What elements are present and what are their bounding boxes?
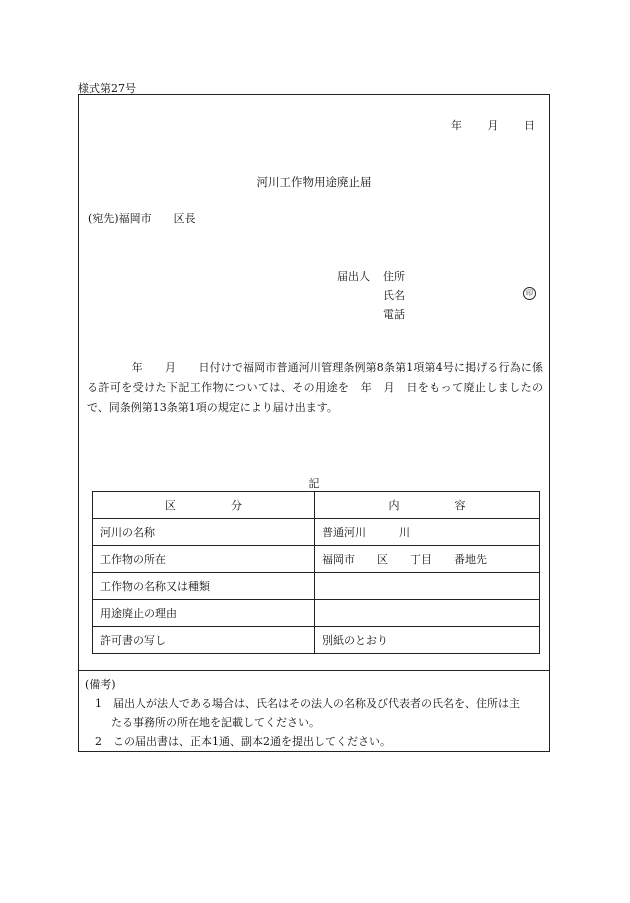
row-label: 工作物の名称又は種類 <box>93 573 315 600</box>
applicant-role: 届出人 <box>337 270 370 283</box>
table-row <box>93 519 540 546</box>
phone-label: 電話 <box>383 308 405 321</box>
applicant-block <box>337 267 533 324</box>
note-continuation: たる事務所の所在地を記載してください。 <box>111 716 320 729</box>
name-label: 氏名 <box>383 289 405 302</box>
row-label: 河川の名称 <box>93 519 315 546</box>
applicant-phone-row <box>337 305 405 324</box>
form-frame <box>78 94 550 752</box>
applicant-address-row <box>337 267 405 286</box>
address-label: 住所 <box>383 270 405 283</box>
date-year: 年 <box>451 119 462 132</box>
addressee: (宛先)福岡市 区長 <box>88 212 196 225</box>
header-category: 区 分 <box>93 492 315 519</box>
date-line <box>451 117 535 133</box>
applicant-name-row <box>337 286 533 305</box>
date-day: 日 <box>524 119 535 132</box>
date-month: 月 <box>487 119 499 132</box>
details-table <box>92 491 540 654</box>
table-row <box>93 546 540 573</box>
notes-heading: (備考) <box>85 678 116 691</box>
notes-section <box>85 675 547 751</box>
form-number: 様式第27号 <box>78 82 136 95</box>
row-value <box>315 573 540 600</box>
row-label: 用途廃止の理由 <box>93 600 315 627</box>
note-text: 届出人が法人である場合は、氏名はその法人の名称及び代表者の氏名を、住所は主 <box>113 697 520 710</box>
row-value: 普通河川 川 <box>315 519 540 546</box>
row-value <box>315 600 540 627</box>
note-number: 2 <box>95 735 102 748</box>
note-number: 1 <box>95 697 102 710</box>
header-content: 内 容 <box>315 492 540 519</box>
row-value: 福岡市 区 丁目 番地先 <box>315 546 540 573</box>
note-text: この届出書は、正本1通、副本2通を提出してください。 <box>113 735 391 748</box>
document-title: 河川工作物用途廃止届 <box>256 175 372 189</box>
notes-divider <box>79 670 549 671</box>
note-item <box>85 694 547 713</box>
table-row <box>93 600 540 627</box>
table-header-row <box>93 492 540 519</box>
row-label: 工作物の所在 <box>93 546 315 573</box>
note-item <box>85 732 547 751</box>
ki-heading: 記 <box>308 477 320 490</box>
table-row <box>93 627 540 654</box>
body-text: 年 月 日付けで福岡市普通河川管理条例第8条第1項第4号に掲げる行為に係る許可を受けた下記工作物については、その用途を 年 月 日をもって廃止しましたので、同条例第13条第1項の規定により届け出ます。 <box>87 361 543 414</box>
seal-icon: 印 <box>523 287 536 300</box>
table-row <box>93 573 540 600</box>
row-value: 別紙のとおり <box>315 627 540 654</box>
row-label: 許可書の写し <box>93 627 315 654</box>
